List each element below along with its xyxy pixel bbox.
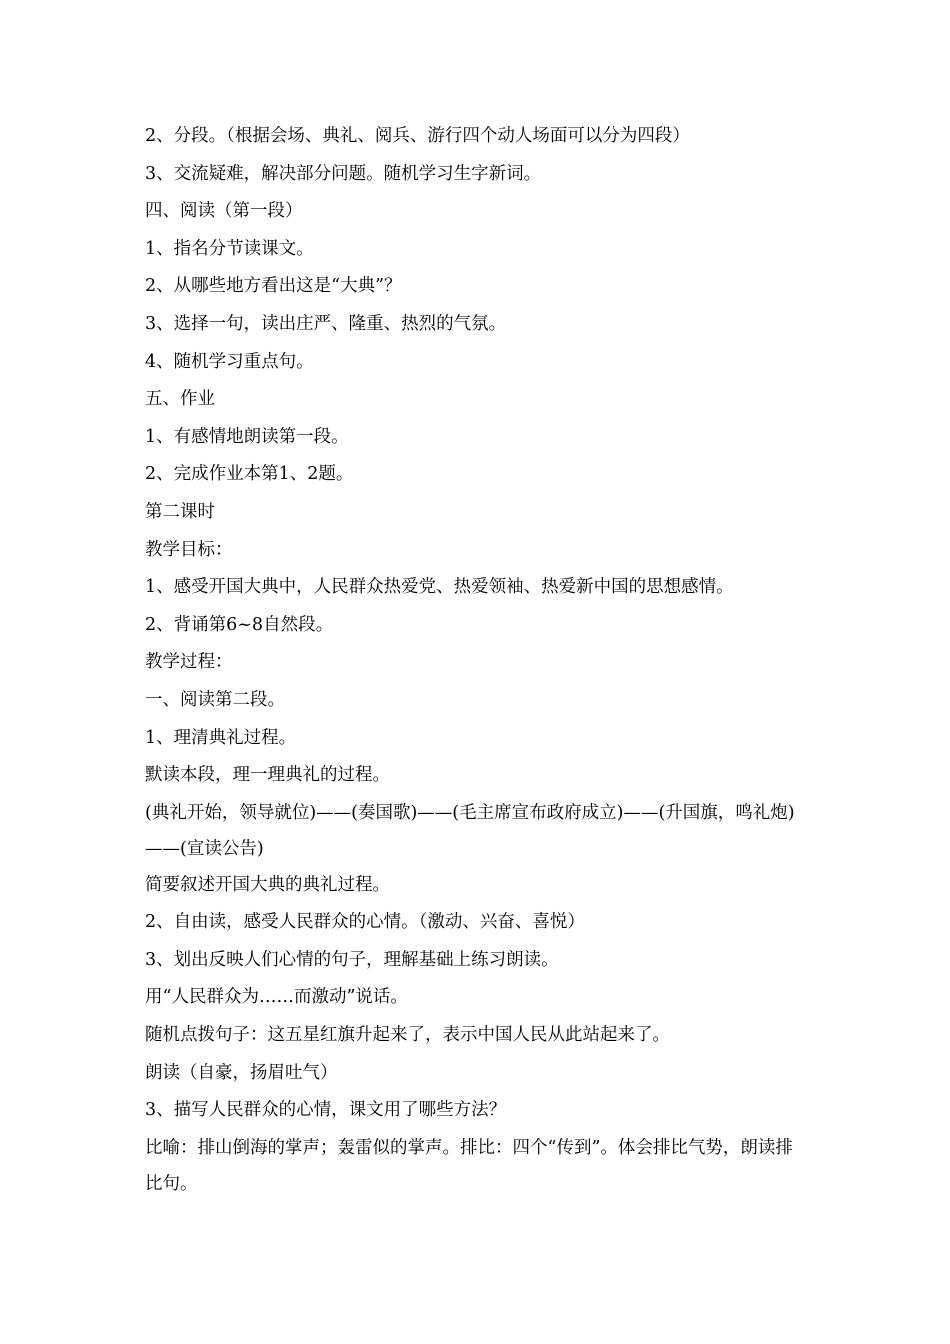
text-line: 简要叙述开国大典的典礼过程。 [145,874,390,895]
text-line: 3、交流疑难，解决部分问题。随机学习生字新词。 [145,163,542,184]
text-line: 1、理清典礼过程。 [145,727,297,748]
text-line: 1、感受开国大典中，人民群众热爱党、热爱领袖、热爱新中国的思想感情。 [145,577,734,598]
text-line: 3、选择一句，读出庄严、隆重、热烈的气氛。 [145,313,507,334]
text-line: 2、自由读，感受人民群众的心情。（激动、兴奋、喜悦） [145,912,585,933]
section-heading: 教学过程： [145,652,233,673]
text-line: 用“人民群众为……而激动”说话。 [145,987,408,1008]
text-paragraph: (典礼开始，领导就位)——(奏国歌)——(毛主席宣布政府成立)——(升国旗，鸣礼炮)——(宣读公告) [145,802,795,859]
text-line: 3、描写人民群众的心情，课文用了哪些方法？ [145,1100,507,1121]
text-line: 默读本段，理一理典礼的过程。 [145,765,390,786]
text-line: 2、分段。（根据会场、典礼、阅兵、游行四个动人场面可以分为四段） [145,126,690,146]
text-line: 2、背诵第6~8自然段。 [145,614,334,635]
text-line: 2、完成作业本第1、2题。 [145,464,354,485]
section-heading: 五、作业 [145,389,215,410]
section-heading: 教学目标： [145,539,233,560]
lesson-heading: 第二课时 [145,501,215,522]
text-line: 4、随机学习重点句。 [145,351,314,372]
section-heading: 一、阅读第二段。 [145,689,285,710]
text-paragraph: 比喻：排山倒海的掌声；轰雷似的掌声。排比：四个“传到”。体会排比气势，朗读排比句。 [145,1137,793,1194]
text-line: 2、从哪些地方看出这是“大典”？ [145,276,402,297]
text-line: 1、指名分节读课文。 [145,238,314,259]
document-body [145,118,810,1202]
text-line: 朗读（自豪，扬眉吐气） [145,1062,338,1083]
text-line: 随机点拨句子：这五星红旗升起来了，表示中国人民从此站起来了。 [145,1025,670,1046]
text-line: 3、划出反映人们心情的句子，理解基础上练习朗读。 [145,949,559,970]
section-heading: 四、阅读（第一段） [145,201,303,222]
text-line: 1、有感情地朗读第一段。 [145,426,349,447]
